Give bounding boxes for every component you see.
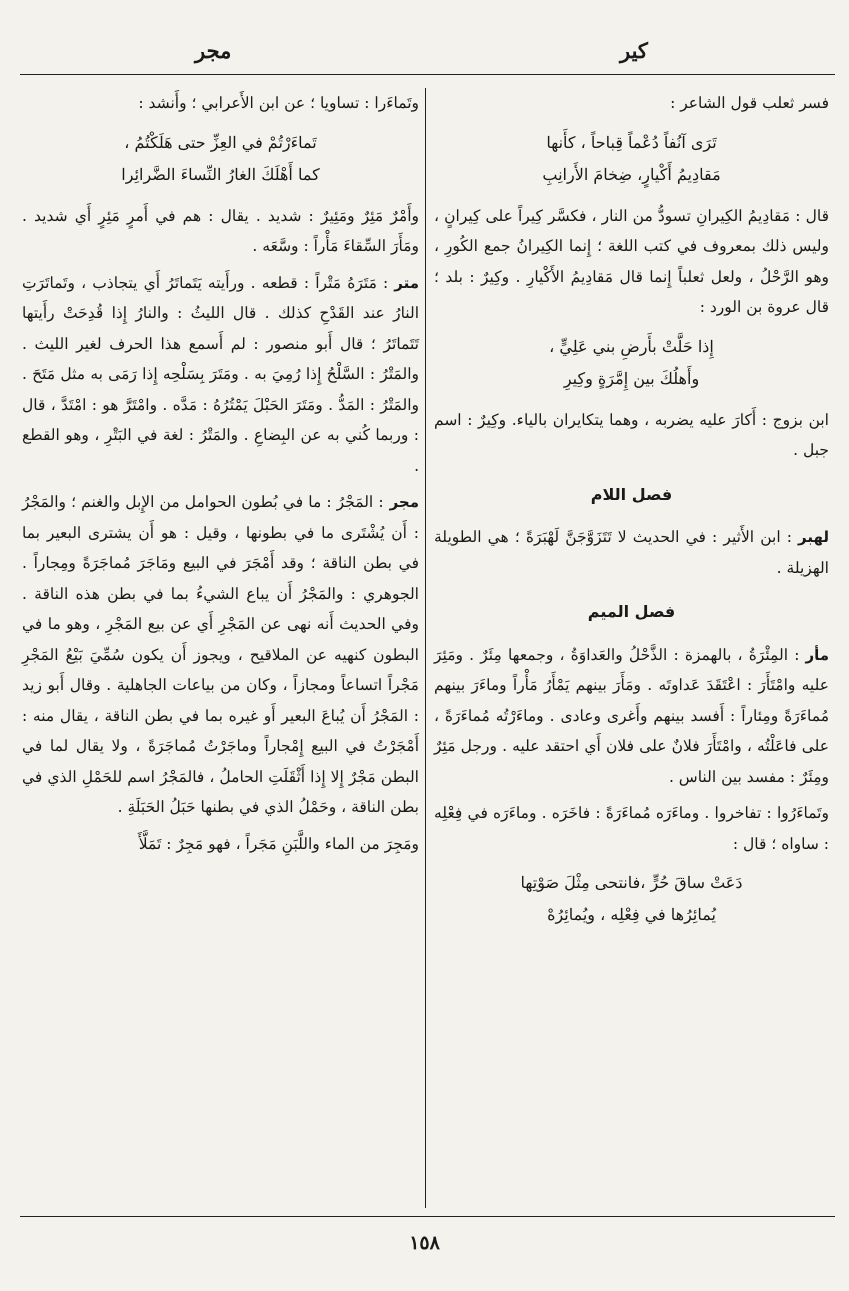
entry-headword: مجر — [389, 493, 419, 511]
verse-line: دَعَتْ ساقَ حُرٍّ ،فانتحى مِثْلَ صَوْتِها — [520, 873, 743, 892]
verse — [22, 127, 419, 191]
bottom-rule — [20, 1216, 835, 1217]
entry-headword: متر — [394, 273, 419, 292]
verse-line: تَماءَرْتُمْ في العِزِّ حتى هَلَكْتُمُ ، — [124, 132, 317, 152]
verse — [434, 867, 829, 931]
entry — [22, 487, 419, 823]
paragraph: وتَماءَرُوا : تفاخروا . وماءَرَه مُماءَرَةً : فاخَرَه . وماءَرَه في فِعْلِه : ساواه ؛ قال : — [434, 804, 829, 853]
verse — [434, 127, 829, 191]
verse-line: يُمائِرُها في فِعْلِه ، ويُمائِرُهْ — [547, 905, 716, 924]
paragraph: ومَجِرَ من الماء واللَّبَنِ مَجَراً ، فهو مَجِرٌ : تَمَلَّأَ — [138, 834, 419, 853]
entry-text: : ابن الأَثير : في الحديث لا تَتَزَوَّجَنَّ لَهْبَرَةً ؛ هي الطويلة الهزيلة . — [434, 528, 829, 577]
page-number: ١٥٨ — [409, 1232, 440, 1254]
verse-line: وأَهلُكَ بين إِمَّرَةٍ وكِيرِ — [563, 368, 700, 388]
verse-line: مَقادِيمُ أَكْيارٍ، ضِخامَ الأَرانِبِ — [542, 164, 721, 184]
verse-line: تَرَى آنُفاً دُعْماً قِباحاً ، كأَنها — [546, 132, 717, 152]
verse — [434, 331, 829, 395]
paragraph: وتَماءَرا : تساويا ؛ عن ابن الأَعرابي ؛ وأَنشد : — [138, 94, 419, 112]
entry-headword: لهبر — [798, 528, 829, 546]
left-column — [22, 88, 419, 865]
column-separator — [425, 88, 426, 1208]
entry-text: : المَجْرُ : ما في بُطون الحوامل من الإِبل والغنم ؛ والمَجْرُ : أَن يُشْتَرى ما في بطونها ، وقيل : هو أَن يشترى البعير بما في بطن الناقة ؛ وقد أَمْجَرَ في البيع ومَاجَرَ مُماجَرَةً ومِجاراً . الجوهري : والمَجْرُ أَن يباع الشيءُ بما في بطن هذه الناقة . وفي الحديث أَنه نهى عن المَجْرِ أَي عن بيع المَجْرِ ، وهو ما في البطون كنهيه عن الملاقيح ، ويجوز أَن يكون سُمِّيَ بَيْعُ المَجْرِ مَجْراً اتساعاً ومجازاً ، وكان من بياعات الجاهلية . وقال أَبو زيد : المَجْرُ أَن يُباعَ البعير أَو غيره بما في بطن الناقة ، يقال منه : أَمْجَرْتُ في البيع إِمْجاراً وماجَرْتُ مُماجَرَةً ، ولا يقال لما في البطن مَجْرٌ إِلا إِذا أَثْقَلَتِ الحاملُ ، فالمَجْرُ اسم للحَمْلِ الذي في بطن الناقة ، وحَمْلُ الذي في بطنها حَبَلُ الحَبَلَةِ . — [22, 493, 419, 816]
header-headword-left: مجر — [195, 38, 232, 63]
entry — [434, 522, 829, 583]
top-rule — [20, 74, 835, 75]
entry — [22, 268, 419, 482]
entry-text: : مَتَرَهُ مَتْراً : قطعه . ورأَيته يَتَماتَرُ أَي يتجاذب ، وتَماتَرَتِ النارُ عند القَدْحِ كذلك . قال الليثُ : والنارُ إِذا قُدِحَتْ رأَيتها تَتَماتَرُ ؛ قال أَبو منصور : لم أَسمع هذا الحرف لغير الليث . والمَتْرُ : السَّلْحُ إِذا رُمِيَ به . ومَتَرَ بِسَلْحِه إِذا رَمَى به مثل مَتَحَ . والمَتْرُ : المَدُّ . ومَتَرَ الحَبْلَ يَمْتُرُهُ : مَدَّه . وامْتَرَّ هو : امْتَدَّ ، قال : وربما كُني به عن البِضاعِ . والمَتْرُ : لغة في البَتْرِ ، وهو القطع . — [22, 273, 419, 475]
section-heading: فصل الميم — [587, 602, 676, 621]
paragraph: ابن بزوج : أَكارَ عليه يضربه ، وهما يتكايران بالياء. وكِيرٌ : اسم جبل . — [434, 410, 829, 459]
verse-line: كما أَهْلَكَ الغارُ النِّساءَ الضَّرائِرا — [121, 164, 320, 184]
verse-line: إِذا حَلَّتْ بأَرضِ بني عَلِيٍّ ، — [549, 336, 714, 356]
entry-text: : المِئْرَةُ ، بالهمزة : الذَّحْلُ والعَداوَةُ ، وجمعها مِئَرٌ . ومَئِرَ عليه وامْتَأَرَ : اعْتَقَدَ عَداوتَه . ومَأَرَ بينهم يَمْأَرُ مَأْراً وماءَرَ بينهم مُماءَرَةً ومِئاراً : أَفسد بينهم وأَغرى وعادى . وماءَرْتُه مُماءَرَةً ، على فاعَلْتُه ، وامْتَأَرَ فلانٌ على فلان أَي احتقد عليه . ورجل مَئِرٌ ومِئَرٌ : مفسد بين الناس . — [434, 645, 829, 786]
paragraph: فسر ثعلب قول الشاعر : — [670, 94, 829, 112]
paragraph: قال : مَقادِيمُ الكِيرانِ تسودُّ من النار ، فكسَّر كِيراً على كِيرانٍ ، وليس ذلك بمعروف في كتب اللغة ؛ إِنما الكِيرانُ جمع الكُورِ ، وهو الرَّحْلُ ، ولعل ثعلباً إِنما قال مَقادِيمُ الأَكْيارِ . وكِيرٌ : بلد ؛ قال عروة بن الورد : — [434, 206, 829, 316]
right-column — [434, 88, 829, 941]
section-heading: فصل اللام — [590, 484, 673, 504]
paragraph: وأَمْرٌ مَئِرٌ ومَئِيرٌ : شديد . يقال : هم في أَمرٍ مَئِرٍ أَي شديد . ومَأَرَ السِّقاءَ مَأْراً : وسَّعَه . — [22, 206, 419, 255]
entry-headword: مأر — [805, 645, 829, 664]
header-headword-right: كير — [620, 38, 648, 63]
entry — [434, 640, 829, 793]
